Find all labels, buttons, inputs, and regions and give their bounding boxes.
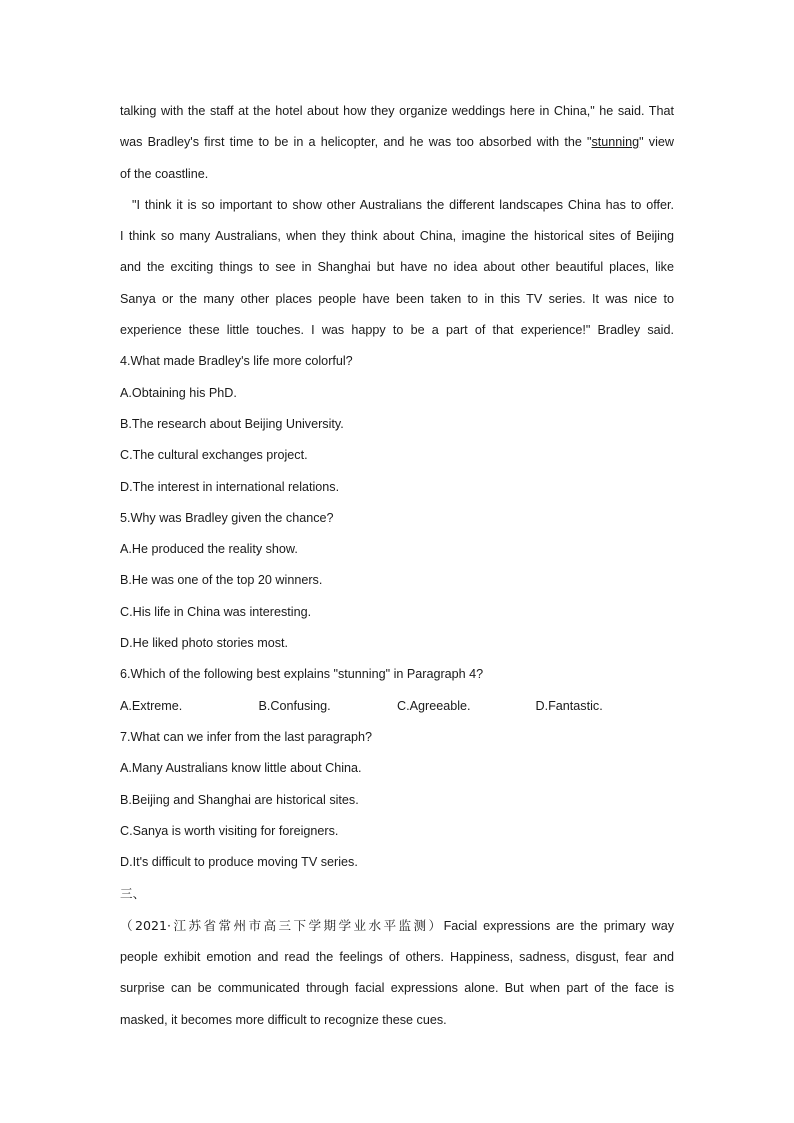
question-stem: 6.Which of the following best explains "stunning" in Paragraph 4? (120, 667, 484, 682)
passage-text: was Bradley's first time to be in a helicopter, and he was too absorbed with the " (120, 135, 592, 150)
answer-option: A.Extreme. (120, 698, 183, 713)
answer-option: C.His life in China was interesting. (120, 604, 312, 619)
source-citation: （2021·江苏省常州市高三下学期学业水平监测） (120, 917, 444, 933)
passage-line (120, 910, 674, 942)
answer-option: D.He liked photo stories most. (120, 636, 288, 651)
passage-line: of the coastline. (120, 166, 209, 181)
passage-text: " view (639, 135, 674, 150)
question-stem: 7.What can we infer from the last paragraph? (120, 729, 373, 744)
passage-line: masked, it becomes more difficult to recognize these cues. (120, 1012, 447, 1027)
answer-option: C.Agreeable. (397, 698, 471, 713)
answer-option: C.Sanya is worth visiting for foreigners. (120, 823, 339, 838)
answer-option: D.Fantastic. (535, 698, 603, 713)
paragraph-line: "I think it is so important to show other Australians the different landscapes China has to offer. (132, 197, 674, 212)
paragraph-line: I think so many Australians, when they think about China, imagine the historical sites of Beijing (120, 229, 674, 244)
answer-options-row (120, 691, 674, 722)
answer-option: D.It's difficult to produce moving TV series. (120, 855, 358, 870)
underlined-word-stunning: stunning (591, 135, 640, 150)
passage-text: Facial expressions are the primary way (443, 918, 674, 933)
section-heading: 三、 (120, 886, 146, 902)
answer-option: B.He was one of the top 20 winners. (120, 573, 323, 588)
passage-line: talking with the staff at the hotel about how they organize weddings here in China," he said. That (120, 104, 674, 118)
question-stem: 4.What made Bradley's life more colorful? (120, 354, 353, 369)
paragraph-line: and the exciting things to see in Shanghai but have no idea about other beautiful places, like (120, 260, 674, 275)
answer-option: D.The interest in international relations. (120, 479, 340, 494)
question-stem: 5.Why was Bradley given the chance? (120, 510, 334, 525)
passage-line (120, 127, 674, 158)
answer-option: A.Many Australians know little about China. (120, 761, 362, 776)
answer-option: B.The research about Beijing University. (120, 416, 344, 431)
answer-option: A.Obtaining his PhD. (120, 385, 237, 400)
passage-line: people exhibit emotion and read the feelings of others. Happiness, sadness, disgust, fear and (120, 950, 674, 965)
passage-line: surprise can be communicated through facial expressions alone. But when part of the face is (120, 981, 674, 996)
answer-option: C.The cultural exchanges project. (120, 448, 308, 463)
answer-option: B.Beijing and Shanghai are historical sites. (120, 792, 359, 807)
paragraph-line: Sanya or the many other places people have been taken to in this TV series. It was nice to (120, 291, 674, 306)
answer-option: A.He produced the reality show. (120, 542, 298, 557)
answer-option: B.Confusing. (258, 698, 331, 713)
paragraph-line: experience these little touches. I was happy to be a part of that experience!" Bradley said. (120, 323, 674, 338)
document-page (120, 96, 674, 1036)
